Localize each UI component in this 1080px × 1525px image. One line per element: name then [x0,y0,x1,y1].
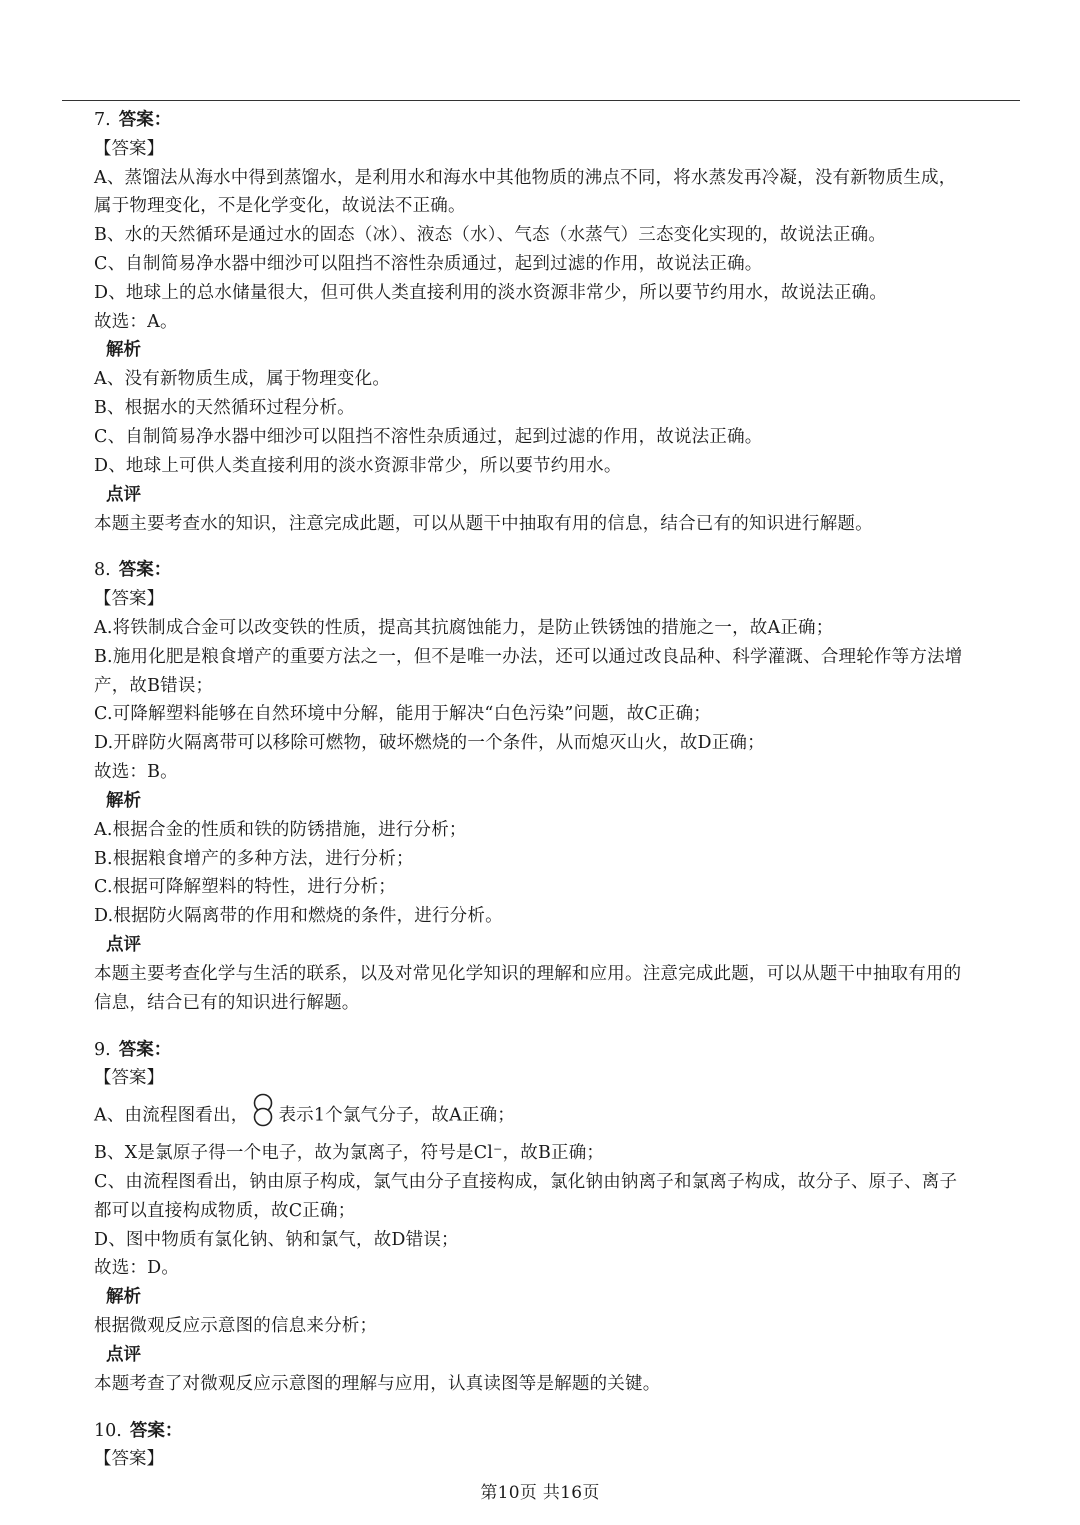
answer-label: 答案： [118,560,172,581]
answer-line: A.将铁制成合金可以改变铁的性质，提高其抗腐蚀能力，是防止铁锈蚀的措施之一，故A正确； [94,617,834,638]
answer-bracket: 【答案】 [94,1449,164,1470]
answer-choice: 故选：B。 [94,761,178,782]
question-7 [94,106,1034,538]
question-heading [94,1417,1034,1446]
question-8 [94,556,1034,1017]
question-number: 10. [94,1420,122,1441]
analysis-line: A.根据合金的性质和铁的防锈措施，进行分析； [94,819,467,840]
analysis-line: C、自制简易净水器中细沙可以阻挡不溶性杂质通过，起到过滤的作用，故说法正确。 [94,426,763,447]
answer-bracket: 【答案】 [94,589,164,610]
answer-line-suffix: 表示1个氯气分子，故A正确； [278,1105,516,1126]
question-number: 9. [94,1039,111,1060]
question-heading [94,106,1034,135]
comment-heading: 点评 [106,934,141,955]
analysis-heading: 解析 [106,790,141,811]
question-10 [94,1417,1034,1475]
answer-line: C、自制简易净水器中细沙可以阻挡不溶性杂质通过，起到过滤的作用，故说法正确。 [94,253,763,274]
comment-line: 本题主要考查化学与生活的联系，以及对常见化学知识的理解和应用。注意完成此题，可以从题干中抽取有用的 [94,963,962,984]
answer-line: B、水的天然循环是通过水的固态（冰）、液态（水）、气态（水蒸气）三态变化实现的，故说法正确。 [94,225,887,246]
comment-heading: 点评 [106,1344,141,1365]
comment-line: 信息，结合已有的知识进行解题。 [94,992,360,1013]
answer-bracket: 【答案】 [94,1068,164,1089]
question-heading [94,556,1034,585]
analysis-line: B.根据粮食增产的多种方法，进行分析； [94,848,414,869]
chlorine-molecule-icon [250,1093,276,1139]
answer-line: B、X是氯原子得一个电子，故为氯离子，符号是Cl⁻，故B正确； [94,1143,605,1164]
analysis-line: D.根据防火隔离带的作用和燃烧的条件，进行分析。 [94,906,503,927]
answer-line: 属于物理变化，不是化学变化，故说法不正确。 [94,196,466,217]
answer-line: C、由流程图看出，钠由原子构成，氯气由分子直接构成，氯化钠由钠离子和氯离子构成，故分子、原子、离子 [94,1171,958,1192]
answer-line: A、蒸馏法从海水中得到蒸馏水，是利用水和海水中其他物质的沸点不同，将水蒸发再冷凝，没有新物质生成， [94,167,957,188]
answer-choice: 故选：A。 [94,311,178,332]
question-heading [94,1036,1034,1065]
analysis-line: A、没有新物质生成，属于物理变化。 [94,369,391,390]
answer-line: 产，故B错误； [94,675,214,696]
page-footer: 第10页 共16页 [480,1483,600,1503]
answer-line-prefix: A、由流程图看出， [94,1105,249,1126]
analysis-line: B、根据水的天然循环过程分析。 [94,398,355,419]
answer-line-with-icon [94,1093,1034,1139]
comment-line: 本题主要考查水的知识，注意完成此题，可以从题干中抽取有用的信息，结合已有的知识进行解题。 [94,513,873,534]
answer-label: 答案： [129,1420,183,1441]
analysis-line: D、地球上可供人类直接利用的淡水资源非常少，所以要节约用水。 [94,455,622,476]
answer-choice: 故选：D。 [94,1258,180,1279]
page-content [94,106,1034,1492]
answer-line: D、图中物质有氯化钠、钠和氯气，故D错误； [94,1229,459,1250]
answer-line: D.开辟防火隔离带可以移除可燃物，破坏燃烧的一个条件，从而熄灭山火，故D正确； [94,733,765,754]
answer-label: 答案： [118,1039,172,1060]
analysis-heading: 解析 [106,340,141,361]
question-number: 8. [94,560,111,581]
answer-bracket: 【答案】 [94,138,164,159]
answer-label: 答案： [118,110,172,130]
header-rule [62,100,1020,101]
answer-line: C.可降解塑料能够在自然环境中分解，能用于解决“白色污染”问题，故C正确； [94,704,712,725]
analysis-heading: 解析 [106,1287,141,1308]
comment-heading: 点评 [106,484,141,505]
analysis-line: C.根据可降解塑料的特性，进行分析； [94,877,396,898]
answer-line: B.施用化肥是粮食增产的重要方法之一，但不是唯一办法，还可以通过改良品种、科学灌溉、合理轮作等方法增 [94,646,963,667]
question-number: 7. [94,110,111,130]
answer-line: D、地球上的总水储量很大，但可供人类直接利用的淡水资源非常少，所以要节约用水，故说法正确。 [94,282,888,303]
analysis-line: 根据微观反应示意图的信息来分析； [94,1316,378,1337]
question-9 [94,1036,1034,1399]
answer-line: 都可以直接构成物质，故C正确； [94,1200,356,1221]
comment-line: 本题考查了对微观反应示意图的理解与应用，认真读图等是解题的关键。 [94,1373,661,1394]
